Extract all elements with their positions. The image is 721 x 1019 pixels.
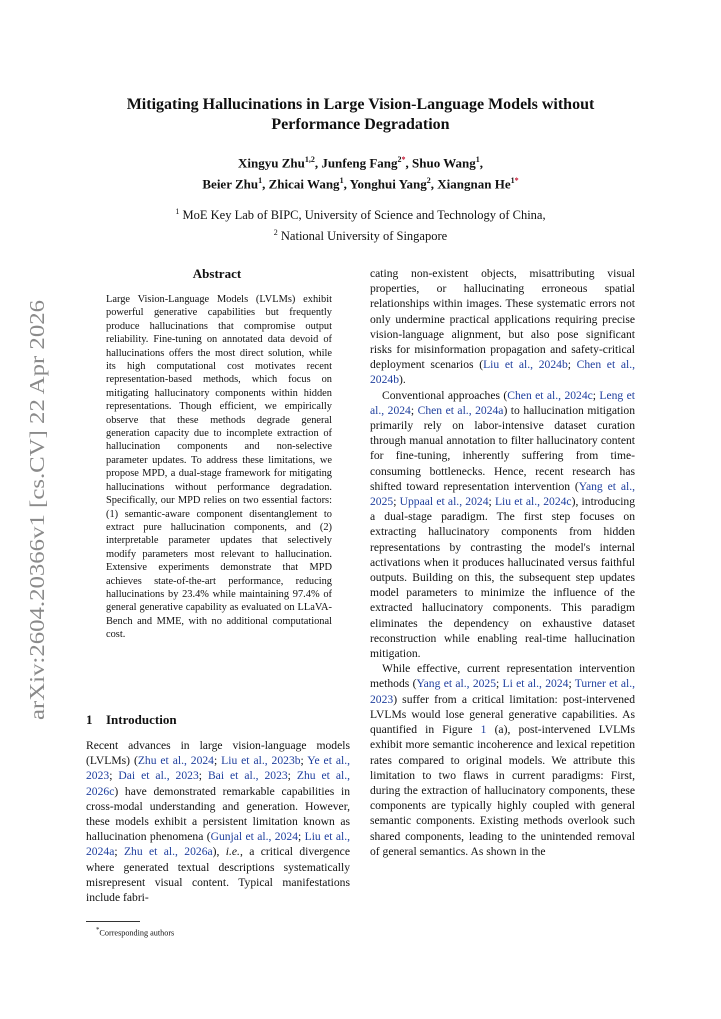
abstract-heading: Abstract <box>192 266 242 281</box>
citation-link[interactable]: Li et al., 2024 <box>502 677 569 691</box>
author-affiliation-mark: 1 <box>339 176 344 186</box>
citation-link[interactable]: Ye et al., 2023 <box>86 754 351 783</box>
intro-paragraph-2 <box>370 388 635 662</box>
paragraph-text: , a critical divergence where generated textual descriptions systematically misrepresent visual content. Typical manifestations include fabri- <box>86 845 350 905</box>
paragraph-text: ; <box>198 769 208 783</box>
citation-link[interactable]: Gunjal et al., 2024 <box>210 830 298 844</box>
paragraph-text: ). <box>398 373 406 387</box>
paragraph-text: ; <box>393 495 400 509</box>
paragraph-text: ; <box>298 830 305 844</box>
citation-link[interactable]: Liu et al., 2024a <box>86 830 350 859</box>
paragraph-text: ; <box>488 495 495 509</box>
paragraph-text: ) suffer from a critical limitation: post-intervened LVLMs would lose general generative capabilities. As quantified in Figure <box>370 692 635 737</box>
author-name: Beier Zhu <box>202 176 259 192</box>
author-affiliation-mark: 1* <box>510 176 519 186</box>
citation-link[interactable]: 1 <box>480 723 487 737</box>
authors-line-2: Beier Zhu$^1$, Zhicai Wang$^1$, Yonghui Yang$^2$, Xiangnan $He^{1*}$ <box>202 176 519 192</box>
arxiv-stamp-text: arXiv:2604.20366v1 [cs.CV] 22 Apr 2026 <box>25 316 49 720</box>
author-name: Zhicai Wang <box>268 176 340 192</box>
affiliation-2: $^2$ National University of Singapore <box>273 228 448 244</box>
paragraph-text: ; <box>114 845 124 859</box>
citation-link[interactable]: Chen et al., 2024b <box>370 358 636 387</box>
author-name: Shuo Wang <box>412 155 476 171</box>
citation-link[interactable]: Dai et al., 2023 <box>118 769 199 783</box>
citation-link[interactable]: Liu et al., 2024c <box>494 495 572 509</box>
affiliations <box>60 203 661 245</box>
paragraph-text: ; <box>496 677 503 691</box>
author-list <box>60 151 661 194</box>
citation-link[interactable]: Chen et al., 2024a <box>417 403 504 417</box>
paragraph-text: cating non-existent objects, misattributing visual properties, or hallucinating erroneous spatial relationships within images. These systematic errors not only undermine practical applications requiring precise vision-language alignment, but also pose significant risks for misinformation propagation and safety-critical deployment scenarios ( <box>370 267 635 372</box>
citation-link[interactable]: Liu et al., 2024b <box>483 358 568 372</box>
citation-link[interactable]: Yang et al., 2025 <box>416 677 497 691</box>
footnote-divider <box>86 921 140 922</box>
arxiv-identifier-stamp <box>22 300 52 720</box>
citation-link[interactable]: Zhu et al., 2026a <box>123 845 213 859</box>
intro-paragraph-3 <box>370 661 635 859</box>
abstract-body: Large Vision-Language Models (LVLMs) exhibit powerful generative capabilities but frequently produce hallucinations that compromise output reliability. Fine-tuning on annotated data devoid of hallucinations offers the most direct solution, while its high computational cost motivates recent representation-based methods, which focus on mitigating hallucinatory components within hidden representations. Though efficient, we empirically observe that these methods degrade general generation capacity due to incomplete extraction of hallucination components and non-selective parameter updates. To address these limitations, we propose MPD, a dual-stage framework for mitigating hallucinations without performance degradation. Specifically, our MPD relies on two essential factors: (1) semantic-aware component disentanglement to extract pure hallucination components, and (2) interpretable parameter updates that selectively modify parameters most relevant to hallucination. Extensive experiments demonstrate that MPD achieves state-of-the-art performance, reducing hallucinations by 23.4% while maintaining 97.4% of general generative capability as evaluated on LLaVA-Bench and MME, with no additional computational cost. <box>106 294 332 641</box>
paragraph-text: ; <box>410 403 418 417</box>
paragraph-text: ; <box>568 677 575 691</box>
paragraph-text: ) have demonstrated remarkable capabilities in cross-modal understanding and generation. However, these models exhibit a persistent limitation known as hallucination phenomena ( <box>86 784 350 844</box>
paragraph-text: ; <box>592 388 600 402</box>
citation-link[interactable]: Leng et al., 2024 <box>370 388 635 417</box>
author-affiliation-mark: 1 <box>258 176 263 186</box>
section-heading-introduction: 1 Introduction <box>86 712 177 727</box>
corresponding-author-mark[interactable]: * <box>514 176 519 186</box>
citation-link[interactable]: Chen et al., 2024c <box>507 388 593 402</box>
author-name: Xiangnan He <box>437 176 511 192</box>
paragraph-text: ), introducing a dual-stage paradigm. The first step focuses on extracting hallucinatory components from hidden representations by contrasting the model's internal activations when it produces hallucinated versus faithful outputs. Building on this, the subsequent step updates model parameters to minimize the influence of the extracted hallucinatory components. This paradigm eliminates the dependency on exhaustive dataset reconstruction while enabling real-time hallucination mitigation. <box>370 495 636 661</box>
author-affiliation-mark: 2 <box>426 176 431 186</box>
paragraph-text: ), <box>212 845 226 859</box>
paragraph-text: ) to hallucination mitigation primarily rely on labor-intensive dataset curation through manual annotation to filter hallucinatory content for fine-tuning, inherently suffering from time-consuming bottlenecks. Hence, recent research has shifted toward representation intervention ( <box>370 403 636 493</box>
citation-link[interactable]: Bai et al., 2023 <box>207 769 288 783</box>
affiliation-1: $^1$ MoE Key Lab of BIPC, University of Science and Technology of China, <box>175 207 546 223</box>
corresponding-author-mark[interactable]: * <box>401 155 406 164</box>
citation-link[interactable]: Uppaal et al., 2024 <box>399 495 489 509</box>
paragraph-text: ; <box>300 754 308 768</box>
paragraph-text: i.e. <box>225 845 240 859</box>
paragraph-text: (a), post-intervened LVLMs exhibit more semantic incoherence and lexical repetition rates compared to original models. We attribute this limitation to two flaws in current paradigms: First, during the extraction of hallucinatory components, these components are typically highly coupled with general semantic components. Existing methods overlook such shared components, leading to the unintended removal of general semantics. As shown in the <box>370 723 635 858</box>
citation-link[interactable]: Turner et al., 2023 <box>370 677 636 706</box>
citation-link[interactable]: Zhu et al., 2024 <box>137 754 214 768</box>
paragraph-text: Recent advances in large vision-language models (LVLMs) ( <box>86 739 350 768</box>
intro-paragraph-1-continued <box>370 266 635 388</box>
paragraph-text: ; <box>109 769 119 783</box>
paragraph-text: ; <box>287 769 297 783</box>
paragraph-text: While effective, current representation intervention methods ( <box>370 662 635 691</box>
paragraph-text: ; <box>213 754 222 768</box>
author-name: Yonghui Yang <box>349 176 427 192</box>
paragraph-text: ; <box>567 358 577 372</box>
author-affiliation-mark: 2* <box>397 155 406 164</box>
author-affiliation-mark: 1 <box>475 155 480 164</box>
author-affiliation-mark: 1,2 <box>304 155 315 164</box>
author-name: Xingyu Zhu <box>237 155 305 171</box>
footnote: *Corresponding authors <box>96 927 175 938</box>
intro-paragraph-1 <box>86 738 350 905</box>
right-column <box>370 266 635 859</box>
paragraph-text: Conventional approaches ( <box>382 388 508 402</box>
citation-link[interactable]: Zhu et al., 2026c <box>86 769 351 798</box>
authors-line-1: Xingyu Zhu$^{1,2}$, Junfeng Fang$^{2*}$, Shuo Wang$^1$, <box>237 155 484 171</box>
citation-link[interactable]: Yang et al., 2025 <box>370 479 635 509</box>
author-name: Junfeng Fang <box>321 155 398 171</box>
citation-link[interactable]: Liu et al., 2023b <box>221 754 301 768</box>
paper-title: Mitigating Hallucinations in Large Vision-Language Models without Performance Degradation <box>126 96 595 133</box>
